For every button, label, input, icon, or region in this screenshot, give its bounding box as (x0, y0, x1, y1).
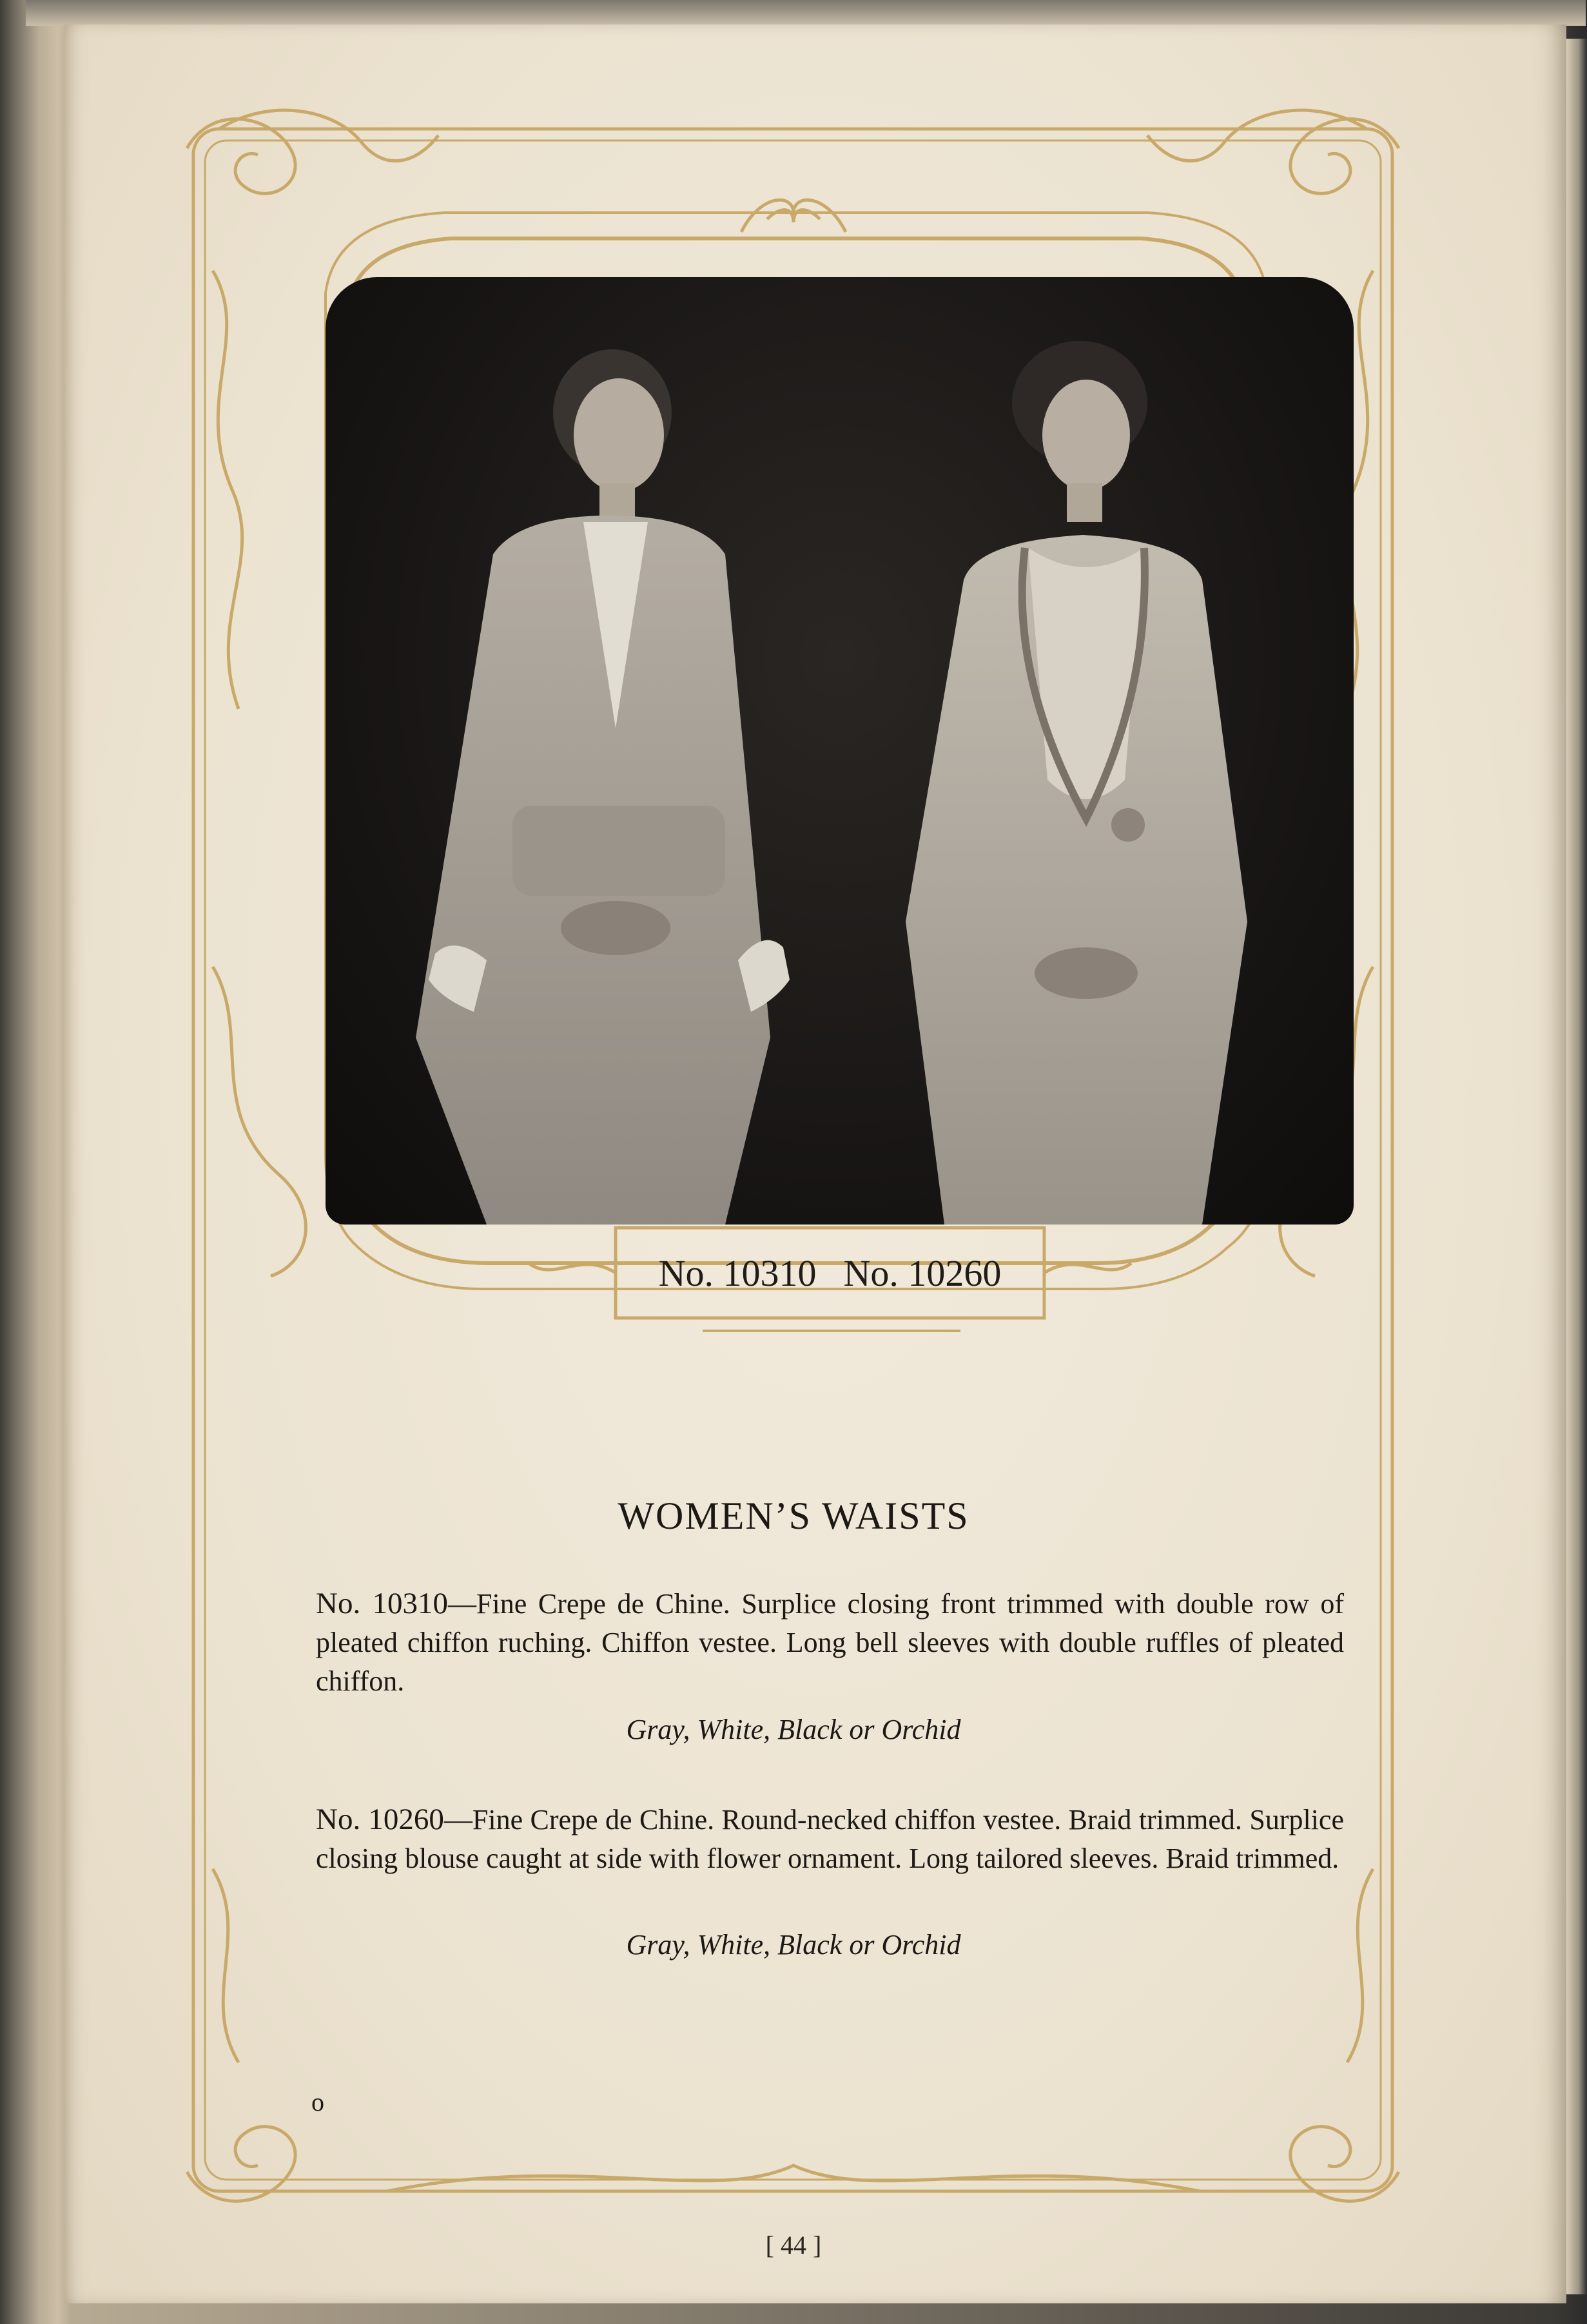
flourish-left-bottom-side (213, 1869, 239, 2062)
photo-caption (635, 1237, 1025, 1308)
item-number: No. 10260 (316, 1803, 444, 1836)
page-number: [ 44 ] (765, 2231, 822, 2260)
flourish-left-lower (213, 967, 306, 1276)
item-entry-10310 (316, 1584, 1344, 1701)
flourish-right-bottom-side (1347, 1869, 1373, 2062)
model-left (416, 349, 790, 1225)
item-description: —Fine Crepe de Chine. Round-necked chiffon vestee. Braid trimmed. Surplice closing blouse caught at side with flower ornament. Long tailored sleeves. Braid trimmed. (316, 1804, 1344, 1874)
caption-item-left: No. 10310 (658, 1252, 817, 1294)
caption-item-right: No. 10260 (843, 1252, 1002, 1294)
item-description: —Fine Crepe de Chine. Surplice closing front trimmed with double row of pleated chiffon ruching. Chiffon vestee. Long bell sleeves with double ruffles of pleated chiffon. (316, 1588, 1344, 1697)
models-photograph (326, 277, 1354, 1225)
flourish-bottom-center (387, 2165, 1200, 2191)
section-title: WOMEN’S WAISTS (618, 1495, 969, 1537)
models-illustration (326, 277, 1354, 1225)
item-colors: Gray, White, Black or Orchid (626, 1714, 961, 1745)
model-right (906, 341, 1247, 1225)
flourish-left-upper (213, 271, 242, 709)
item-entry-10260 (316, 1800, 1344, 1878)
margin-marker: o (311, 2087, 324, 2116)
item-colors: Gray, White, Black or Orchid (626, 1929, 961, 1961)
item-number: No. 10310 (316, 1587, 449, 1620)
